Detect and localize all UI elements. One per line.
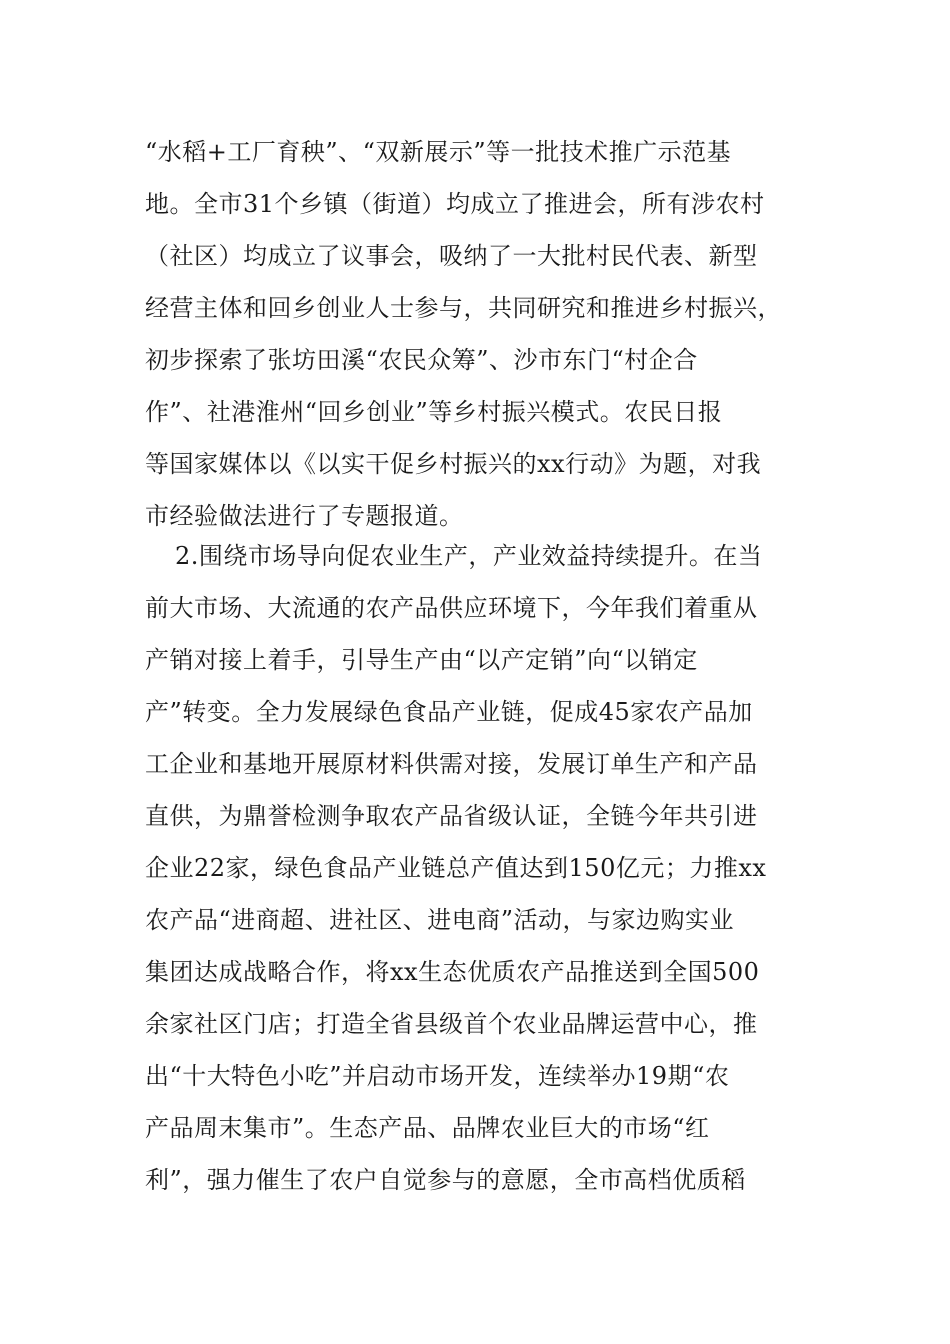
paragraph-line: 2.围绕市场导向促农业生产，产业效益持续提升。在当 bbox=[175, 542, 763, 570]
paragraph-line: 农产品“进商超、进社区、进电商”活动，与家边购实业 bbox=[145, 906, 735, 934]
paragraph-line: 经营主体和回乡创业人士参与，共同研究和推进乡村振兴， bbox=[145, 294, 782, 322]
paragraph-line: 余家社区门店；打造全省县级首个农业品牌运营中心，推 bbox=[145, 1010, 758, 1038]
paragraph-line: 地。全市31个乡镇（街道）均成立了推进会，所有涉农村 bbox=[145, 190, 765, 218]
paragraph-line: 直供，为鼎誉检测争取农产品省级认证，全链今年共引进 bbox=[145, 802, 758, 830]
paragraph-line: 集团达成战略合作，将xx生态优质农产品推送到全国500 bbox=[145, 958, 760, 986]
paragraph-line: 利”，强力催生了农户自觉参与的意愿，全市高档优质稻 bbox=[145, 1166, 746, 1194]
paragraph-1 bbox=[145, 126, 805, 542]
paragraph-line: 市经验做法进行了专题报道。 bbox=[145, 502, 464, 530]
paragraph-line: 作”、社港淮州“回乡创业”等乡村振兴模式。农民日报 bbox=[145, 398, 723, 426]
paragraph-line: 产品周末集市”。生态产品、品牌农业巨大的市场“红 bbox=[145, 1114, 710, 1142]
paragraph-line: “水稻+工厂育秧”、“双新展示”等一批技术推广示范基 bbox=[145, 138, 732, 166]
paragraph-line: 产销对接上着手，引导生产由“以产定销”向“以销定 bbox=[145, 646, 698, 674]
paragraph-line: 工企业和基地开展原材料供需对接，发展订单生产和产品 bbox=[145, 750, 758, 778]
paragraph-line: 产”转变。全力发展绿色食品产业链，促成45家农产品加 bbox=[145, 698, 753, 726]
paragraph-line: 出“十大特色小吃”并启动市场开发，连续举办19期“农 bbox=[145, 1062, 730, 1090]
paragraph-line: 等国家媒体以《以实干促乡村振兴的xx行动》为题，对我 bbox=[145, 450, 762, 478]
paragraph-line: 前大市场、大流通的农产品供应环境下，今年我们着重从 bbox=[145, 594, 758, 622]
paragraph-line: 初步探索了张坊田溪“农民众筹”、沙市东门“村企合 bbox=[145, 346, 698, 374]
paragraph-line: 企业22家，绿色食品产业链总产值达到150亿元；力推xx bbox=[145, 854, 767, 882]
paragraph-2 bbox=[145, 530, 805, 1206]
paragraph-line: （社区）均成立了议事会，吸纳了一大批村民代表、新型 bbox=[145, 242, 758, 270]
